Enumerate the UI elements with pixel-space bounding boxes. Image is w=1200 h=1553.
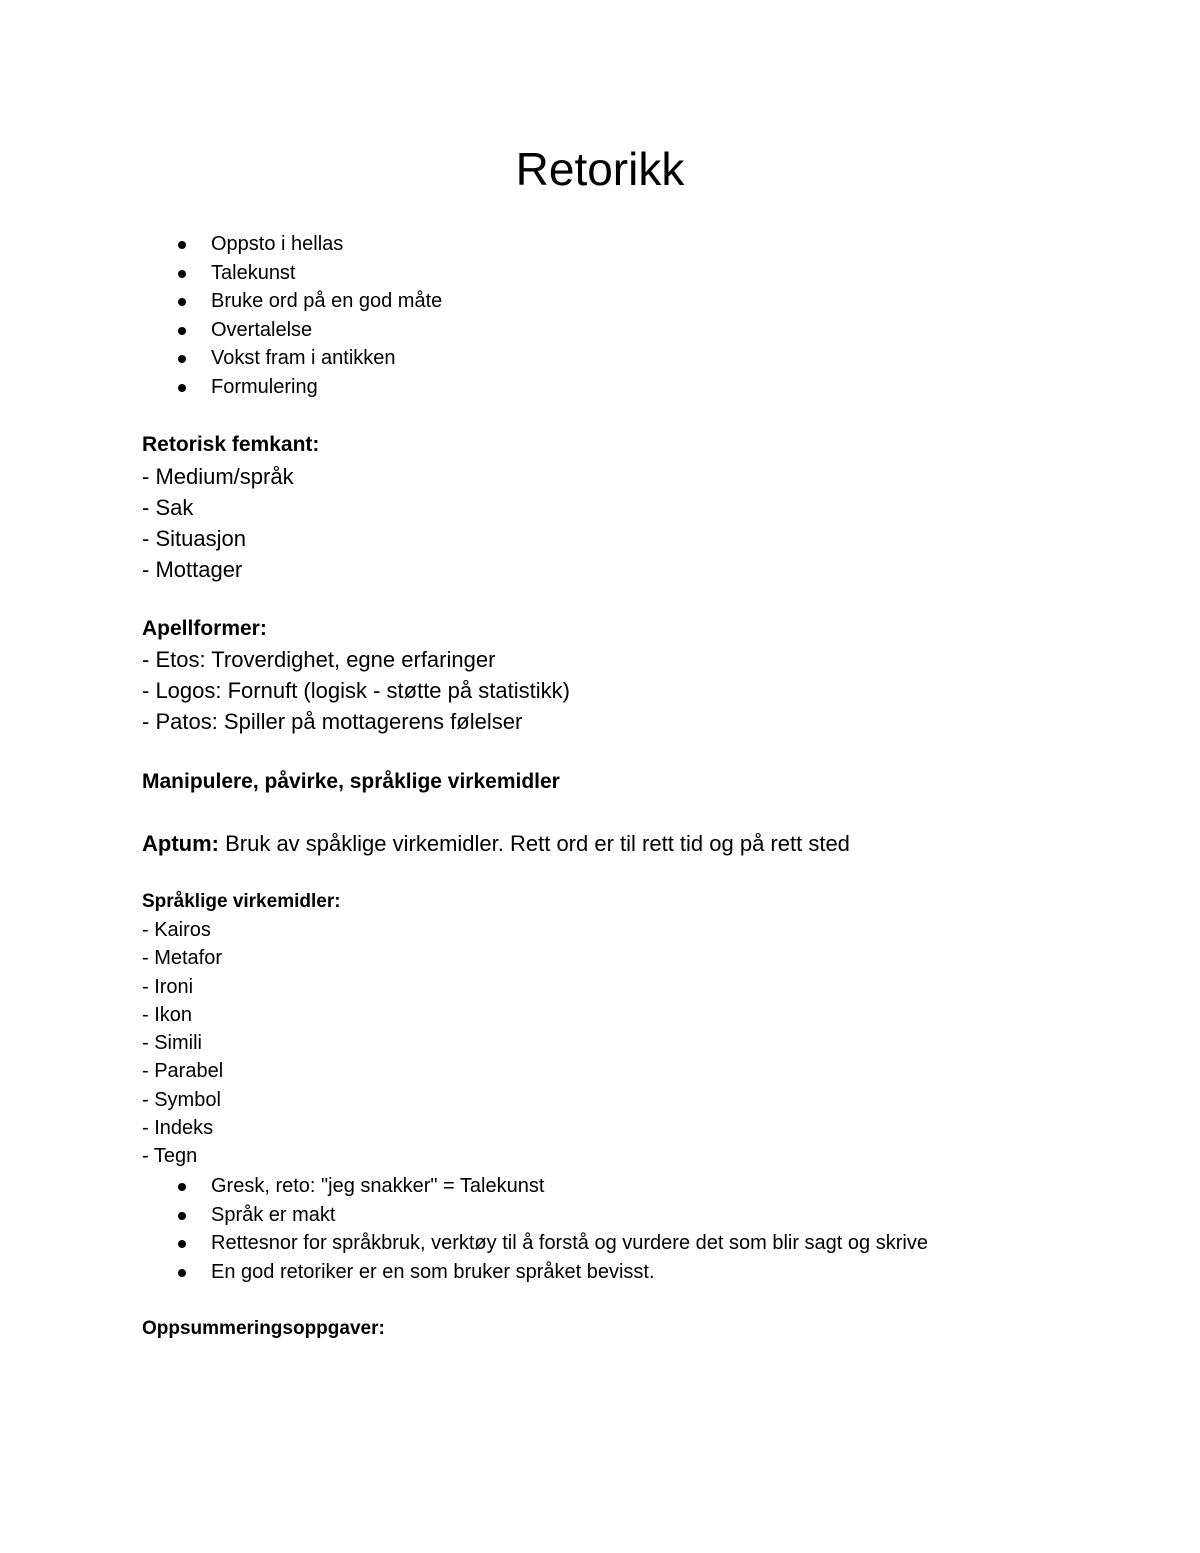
aptum-label: Aptum: [142,831,219,856]
list-item: - Patos: Spiller på mottagerens følelser [142,709,523,734]
manipulere-heading: Manipulere, påvirke, språklige virkemidler [142,770,560,793]
bullet-icon [178,1269,186,1277]
list-item: - Sak [142,495,194,520]
oppsummering-heading: Oppsummeringsoppgaver: [142,1318,385,1339]
bullet-icon [178,327,186,335]
list-item: Språk er makt [142,1201,928,1230]
list-item: Talekunst [142,259,442,288]
list-item: Vokst fram i antikken [142,344,442,373]
list-item: - Tegn [142,1145,198,1168]
bullet-icon [178,384,186,392]
femkant-list [142,461,294,585]
page-title: Retorikk [515,143,685,195]
bullet-icon [178,1212,186,1220]
bullet-icon [178,241,186,249]
bullet-icon [178,298,186,306]
list-item: Formulering [142,373,442,402]
aptum-paragraph [142,828,850,859]
bullet-icon [178,1240,186,1248]
apellformer-list [142,644,570,737]
apellformer-heading: Apellformer: [142,617,267,640]
list-item: - Simili [142,1032,202,1055]
list-item: - Medium/språk [142,464,294,489]
aptum-text: Bruk av spåklige virkemidler. Rett ord er til rett tid og på rett sted [218,831,850,856]
bullet-icon [178,1183,186,1191]
list-item: En god retoriker er en som bruker språket bevisst. [142,1258,928,1287]
intro-bullet-list [142,230,442,402]
list-item: - Symbol [142,1088,221,1111]
list-item: - Kairos [142,919,211,941]
list-item: Bruke ord på en god måte [142,287,442,316]
list-item: Gresk, reto: "jeg snakker" = Talekunst [142,1172,928,1201]
list-item: Rettesnor for språkbruk, verktøy til å forstå og vurdere det som blir sagt og skrive [142,1229,928,1258]
list-item: Oppsto i hellas [142,230,442,259]
list-item: - Indeks [142,1117,214,1140]
list-item: - Logos: Fornuft (logisk - støtte på statistikk) [142,678,570,703]
list-item: - Situasjon [142,526,246,551]
list-item: - Ikon [142,1003,193,1026]
bullet-icon [178,355,186,363]
bullet-icon [178,270,186,278]
virkemidler-bullet-list [142,1172,928,1286]
list-item: - Etos: Troverdighet, egne erfaringer [142,647,496,672]
virkemidler-list [142,916,223,1171]
list-item: - Mottager [142,557,243,582]
list-item: - Ironi [142,975,194,998]
list-item: - Parabel [142,1060,224,1083]
list-item: Overtalelse [142,316,442,345]
list-item: - Metafor [142,947,223,970]
virkemidler-heading: Språklige virkemidler: [142,891,341,912]
femkant-heading: Retorisk femkant: [142,433,320,456]
